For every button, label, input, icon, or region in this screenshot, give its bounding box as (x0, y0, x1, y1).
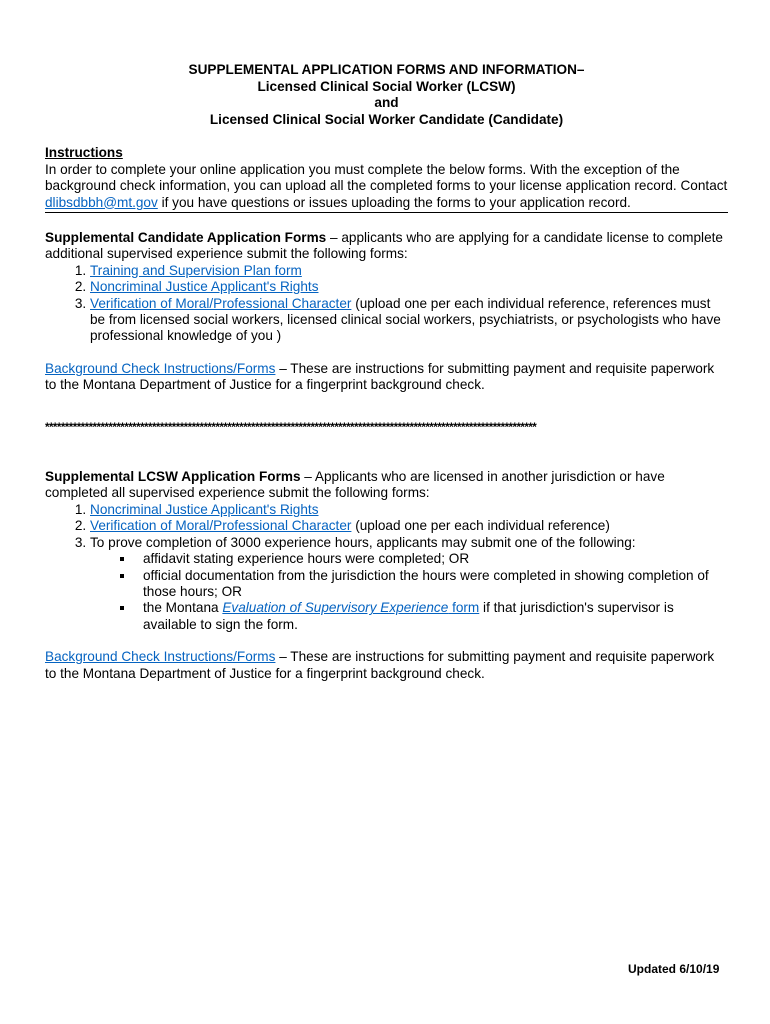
lcsw-heading: Supplemental LCSW Application Forms (45, 469, 301, 485)
lcsw-forms-list (45, 502, 728, 633)
instructions-section (45, 145, 728, 213)
candidate-intro-text: – applicants who are applying for a candidate license to complete additional supervised experience submit the following forms: (45, 230, 723, 262)
candidate-forms-list (45, 263, 728, 345)
lcsw-background-check (45, 649, 728, 682)
verification-moral-character-link[interactable]: Verification of Moral/Professional Character (90, 518, 352, 534)
verification-moral-character-link[interactable]: Verification of Moral/Professional Character (90, 295, 352, 311)
candidate-intro (45, 230, 728, 263)
section-separator: **************************************************************************************************************************** (45, 420, 537, 434)
title-line-3: and (374, 95, 399, 111)
instructions-text-2: if you have questions or issues uploading the forms to your application record. (157, 194, 631, 210)
list-item (90, 263, 728, 279)
background-check-text: – These are instructions for submitting payment and requisite paperwork to the Montana Department of Justice for a fingerprint background check. (45, 649, 715, 681)
title-line-1: SUPPLEMENTAL APPLICATION FORMS AND INFORMATION– (188, 62, 585, 77)
list-item: ▪ official documentation from the jurisdiction the hours were completed in showing completion of those hours; OR (135, 568, 728, 601)
list-item (90, 296, 728, 345)
instructions-text (45, 162, 728, 211)
bullet3-post: if that jurisdiction's supervisor is available to sign the form. (143, 600, 674, 632)
training-supervision-plan-link[interactable]: Training and Supervision Plan form (90, 262, 302, 278)
list-item (90, 518, 728, 534)
lcsw-intro (45, 469, 728, 502)
background-check-link[interactable]: Background Check Instructions/Forms (45, 649, 276, 665)
list-item (90, 535, 728, 633)
list-item: ▪ affidavit stating experience hours were completed; OR (135, 551, 728, 567)
candidate-section (45, 230, 728, 394)
list-item (135, 600, 728, 633)
document-page (45, 62, 728, 682)
list-item (90, 502, 728, 518)
noncriminal-justice-rights-link[interactable]: Noncriminal Justice Applicant's Rights (90, 501, 319, 517)
title-line-4: Licensed Clinical Social Worker Candidate (Candidate) (209, 111, 564, 127)
background-check-link[interactable]: Background Check Instructions/Forms (45, 360, 276, 376)
instructions-text-1: In order to complete your online application you must complete the below forms. With the exception of the background check information, you can upload all the completed forms to your license application record. Contact (45, 161, 728, 194)
instructions-heading: Instructions (45, 145, 123, 161)
updated-date: Updated 6/10/19 (628, 962, 720, 976)
evaluation-supervisory-experience-link[interactable] (222, 600, 479, 615)
evaluation-link-form: form (448, 600, 480, 616)
lcsw-section (45, 469, 728, 682)
email-link[interactable]: dlibsdbbh@mt.gov (45, 194, 158, 210)
lcsw-intro-text: – Applicants who are licensed in another jurisdiction or have completed all supervised experience submit the following forms: (45, 469, 665, 501)
experience-proof-list (90, 551, 728, 633)
verification-note: (upload one per each individual reference) (351, 518, 610, 534)
noncriminal-justice-rights-link[interactable]: Noncriminal Justice Applicant's Rights (90, 279, 319, 295)
evaluation-link-italic: Evaluation of Supervisory Experience (222, 600, 449, 616)
background-check-text: – These are instructions for submitting payment and requisite paperwork to the Montana Department of Justice for a fingerprint background check. (45, 360, 715, 393)
candidate-heading: Supplemental Candidate Application Forms (45, 230, 327, 245)
document-title (45, 62, 728, 128)
list-item (90, 279, 728, 295)
candidate-background-check (45, 361, 728, 394)
verification-note: (upload one per each individual reference, references must be from licensed social workers, licensed clinical social workers, psychiatrists, or psychologists who have professional knowledge of you ) (90, 295, 721, 344)
title-line-2: Licensed Clinical Social Worker (LCSW) (257, 78, 516, 94)
experience-hours-text: To prove completion of 3000 experience hours, applicants may submit one of the following: (90, 534, 636, 550)
bullet3-pre: the Montana (143, 600, 223, 616)
